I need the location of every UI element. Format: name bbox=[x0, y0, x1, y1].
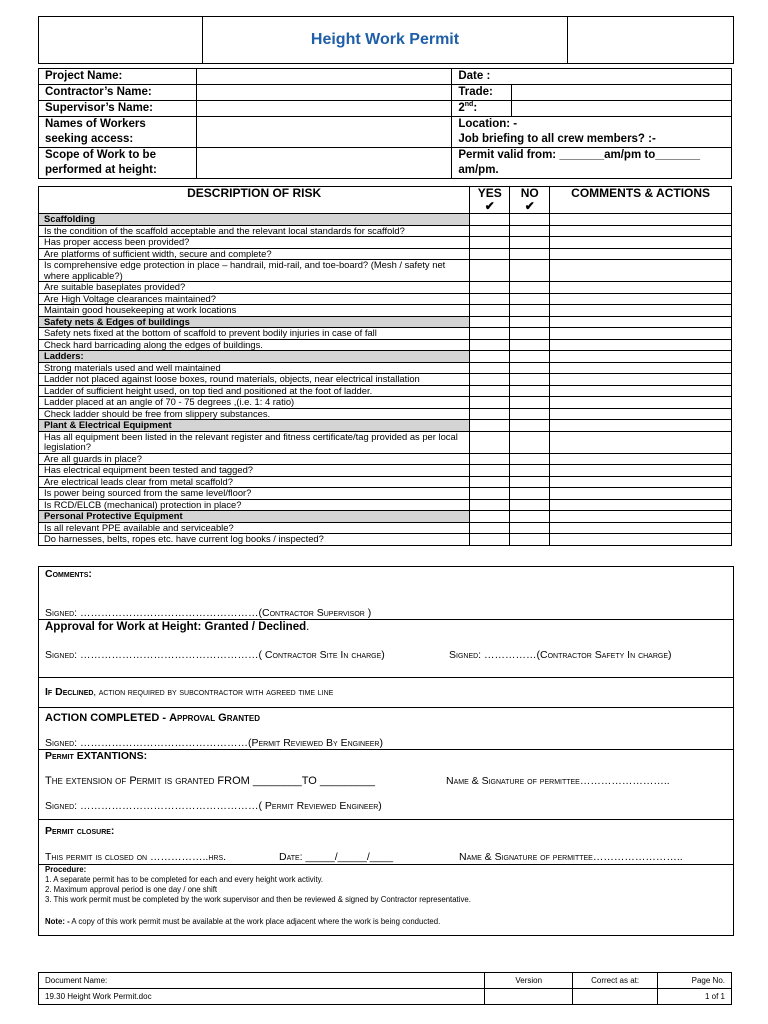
extension-text: The extension of Permit is granted FROM ________TO _________ bbox=[45, 775, 375, 787]
procedure-item: 3. This work permit must be completed by the work supervisor and then be reviewed & signed by Contractor representative. bbox=[45, 895, 471, 904]
yes-cell bbox=[470, 351, 510, 363]
no-cell[interactable] bbox=[510, 293, 550, 305]
yes-cell bbox=[470, 511, 510, 523]
comment-cell[interactable] bbox=[550, 488, 732, 500]
no-cell[interactable] bbox=[510, 282, 550, 294]
comment-cell[interactable] bbox=[550, 339, 732, 351]
yes-cell[interactable] bbox=[470, 362, 510, 374]
yes-cell[interactable] bbox=[470, 408, 510, 420]
no-cell[interactable] bbox=[510, 465, 550, 477]
comment-cell[interactable] bbox=[550, 293, 732, 305]
document-footer bbox=[38, 972, 732, 1005]
risk-row bbox=[39, 328, 732, 340]
project-name-label: Project Name: bbox=[39, 69, 197, 85]
risk-description: Is all relevant PPE available and serviceable? bbox=[39, 522, 470, 534]
note-text: Note: - A copy of this work permit must be available at the work place adjacent where the work is being conducted. bbox=[45, 917, 441, 926]
no-cell[interactable] bbox=[510, 362, 550, 374]
header-box bbox=[38, 16, 734, 64]
page-title: Height Work Permit bbox=[310, 31, 460, 48]
scope-field[interactable] bbox=[196, 148, 452, 179]
risk-section-title: Ladders: bbox=[39, 351, 470, 363]
no-cell[interactable] bbox=[510, 431, 550, 453]
risk-description: Are High Voltage clearances maintained? bbox=[39, 293, 470, 305]
risk-description: Has all equipment been listed in the relevant register and fitness certificate/tag provided as per local legislation? bbox=[39, 431, 470, 453]
risk-row bbox=[39, 534, 732, 546]
location-label: Location: - bbox=[452, 117, 732, 133]
risk-section-title: Scaffolding bbox=[39, 214, 470, 226]
comment-cell[interactable] bbox=[550, 225, 732, 237]
risk-description: Ladder not placed against loose boxes, round materials, objects, near electrical installation bbox=[39, 374, 470, 386]
yes-cell[interactable] bbox=[470, 534, 510, 546]
risk-table bbox=[38, 186, 732, 546]
comment-cell[interactable] bbox=[550, 397, 732, 409]
risk-section-row bbox=[39, 420, 732, 432]
yes-cell[interactable] bbox=[470, 488, 510, 500]
scope-label-2: performed at height: bbox=[39, 163, 197, 179]
risk-row bbox=[39, 431, 732, 453]
risk-description: Are all guards in place? bbox=[39, 453, 470, 465]
header-right-cell bbox=[567, 17, 734, 63]
comments-label: Comments: bbox=[45, 568, 92, 580]
risk-description: Is comprehensive edge protection in place – handrail, mid-rail, and toe-board? (Mesh / safety net where applicable?) bbox=[39, 260, 470, 282]
comment-cell[interactable] bbox=[550, 362, 732, 374]
procedure-item: 2. Maximum approval period is one day / one shift bbox=[45, 885, 218, 894]
risk-description: Safety nets fixed at the bottom of scaffold to prevent bodily injuries in case of fall bbox=[39, 328, 470, 340]
risk-description: Check ladder should be free from slippery substances. bbox=[39, 408, 470, 420]
approval-section bbox=[38, 566, 734, 936]
contractor-name-field[interactable] bbox=[196, 85, 452, 101]
no-cell[interactable] bbox=[510, 488, 550, 500]
names-of-workers-label-2: seeking access: bbox=[39, 132, 197, 148]
yes-cell[interactable] bbox=[470, 328, 510, 340]
version-value bbox=[485, 989, 573, 1005]
risk-section-row bbox=[39, 316, 732, 328]
yes-cell[interactable] bbox=[470, 385, 510, 397]
action-completed: ACTION COMPLETED - Approval Granted bbox=[45, 712, 261, 724]
names-of-workers-field[interactable] bbox=[196, 117, 452, 148]
check-icon: ✔ bbox=[524, 199, 535, 213]
yes-cell[interactable] bbox=[470, 225, 510, 237]
risk-description: Are platforms of sufficient width, secure and complete? bbox=[39, 248, 470, 260]
comment-cell[interactable] bbox=[550, 374, 732, 386]
yes-cell[interactable] bbox=[470, 260, 510, 282]
page-no-value: 1 of 1 bbox=[658, 989, 732, 1005]
scope-label: Scope of Work to be bbox=[39, 148, 197, 164]
second-label: 2nd: bbox=[452, 101, 512, 117]
comment-cell bbox=[550, 351, 732, 363]
comment-cell[interactable] bbox=[550, 408, 732, 420]
risk-description: Strong materials used and well maintained bbox=[39, 362, 470, 374]
procedure-item: 1. A separate permit has to be completed for each and every height work activity. bbox=[45, 875, 324, 884]
no-cell[interactable] bbox=[510, 385, 550, 397]
comment-cell[interactable] bbox=[550, 465, 732, 477]
signed-reviewed-engineer: Signed: ……………………………………………( Permit Reviewed Engineer) bbox=[45, 800, 382, 812]
yes-cell[interactable] bbox=[470, 499, 510, 511]
header-logo-cell bbox=[39, 17, 203, 63]
doc-name-value: 19.30 Height Work Permit.doc bbox=[39, 989, 485, 1005]
risk-row bbox=[39, 293, 732, 305]
risk-row bbox=[39, 465, 732, 477]
name-signature-permittee-2: Name & Signature of permittee…………………….. bbox=[459, 851, 683, 863]
risk-row bbox=[39, 339, 732, 351]
no-cell bbox=[510, 420, 550, 432]
trade-field[interactable] bbox=[512, 85, 732, 101]
comment-cell[interactable] bbox=[550, 328, 732, 340]
no-cell[interactable] bbox=[510, 499, 550, 511]
no-cell bbox=[510, 214, 550, 226]
risk-row bbox=[39, 225, 732, 237]
comments-header: COMMENTS & ACTIONS bbox=[550, 187, 732, 214]
risk-row bbox=[39, 282, 732, 294]
comment-cell bbox=[550, 214, 732, 226]
project-info-table bbox=[38, 68, 732, 179]
no-cell[interactable] bbox=[510, 225, 550, 237]
yes-cell[interactable] bbox=[470, 293, 510, 305]
signed-site-incharge: Signed: ……………………………………………( Contractor Site In charge) bbox=[45, 649, 385, 661]
risk-row bbox=[39, 237, 732, 249]
closure-date: Date: _____/_____/____ bbox=[279, 851, 394, 863]
no-cell[interactable] bbox=[510, 260, 550, 282]
risk-row bbox=[39, 260, 732, 282]
risk-description: Is RCD/ELCB (mechanical) protection in place? bbox=[39, 499, 470, 511]
risk-description: Has proper access been provided? bbox=[39, 237, 470, 249]
project-name-field[interactable] bbox=[196, 69, 452, 85]
risk-row bbox=[39, 305, 732, 317]
check-icon: ✔ bbox=[484, 199, 495, 213]
no-cell[interactable] bbox=[510, 237, 550, 249]
risk-row bbox=[39, 522, 732, 534]
no-cell[interactable] bbox=[510, 408, 550, 420]
risk-row bbox=[39, 408, 732, 420]
procedure-block bbox=[45, 865, 471, 927]
risk-description: Maintain good housekeeping at work locations bbox=[39, 305, 470, 317]
page-no-label: Page No. bbox=[658, 973, 732, 989]
permit-closure-label: Permit closure: bbox=[45, 825, 115, 837]
risk-section-row bbox=[39, 511, 732, 523]
risk-table-header bbox=[39, 187, 732, 214]
risk-section-row bbox=[39, 351, 732, 363]
comment-cell[interactable] bbox=[550, 453, 732, 465]
yes-cell[interactable] bbox=[470, 248, 510, 260]
yes-cell[interactable] bbox=[470, 397, 510, 409]
yes-cell[interactable] bbox=[470, 465, 510, 477]
no-cell[interactable] bbox=[510, 374, 550, 386]
no-cell[interactable] bbox=[510, 522, 550, 534]
comment-cell[interactable] bbox=[550, 248, 732, 260]
risk-description: Is the condition of the scaffold acceptable and the relevant local standards for scaffold? bbox=[39, 225, 470, 237]
names-of-workers-label: Names of Workers bbox=[39, 117, 197, 133]
risk-description: Has electrical equipment been tested and tagged? bbox=[39, 465, 470, 477]
risk-row bbox=[39, 476, 732, 488]
second-field[interactable] bbox=[512, 101, 732, 117]
supervisor-name-field[interactable] bbox=[196, 101, 452, 117]
approval-status: Approval for Work at Height: Granted / Declined. bbox=[45, 621, 310, 633]
comment-cell bbox=[550, 420, 732, 432]
no-cell[interactable] bbox=[510, 339, 550, 351]
no-cell bbox=[510, 511, 550, 523]
no-cell[interactable] bbox=[510, 453, 550, 465]
no-cell bbox=[510, 351, 550, 363]
no-cell[interactable] bbox=[510, 534, 550, 546]
comment-cell[interactable] bbox=[550, 499, 732, 511]
yes-cell[interactable] bbox=[470, 237, 510, 249]
no-cell[interactable] bbox=[510, 476, 550, 488]
supervisor-name-label: Supervisor’s Name: bbox=[39, 101, 197, 117]
version-label: Version bbox=[485, 973, 573, 989]
if-declined-line: If Declined, action required by subcontractor with agreed time line bbox=[45, 686, 334, 698]
risk-section-title: Personal Protective Equipment bbox=[39, 511, 470, 523]
no-cell[interactable] bbox=[510, 305, 550, 317]
risk-row bbox=[39, 488, 732, 500]
risk-row bbox=[39, 362, 732, 374]
risk-row bbox=[39, 453, 732, 465]
no-cell[interactable] bbox=[510, 328, 550, 340]
signed-safety-incharge: Signed: ……………(Contractor Safety In charge) bbox=[449, 649, 672, 661]
job-briefing-label: Job briefing to all crew members? :- bbox=[452, 132, 732, 148]
no-cell[interactable] bbox=[510, 248, 550, 260]
comment-cell[interactable] bbox=[550, 431, 732, 453]
yes-cell[interactable] bbox=[470, 282, 510, 294]
comment-cell[interactable] bbox=[550, 522, 732, 534]
permit-extantions-label: Permit EXTANTIONS: bbox=[45, 750, 148, 762]
correct-as-at-value bbox=[573, 989, 658, 1005]
risk-row bbox=[39, 374, 732, 386]
description-header: DESCRIPTION OF RISK bbox=[39, 187, 470, 214]
yes-cell[interactable] bbox=[470, 522, 510, 534]
closed-on-text: This permit is closed on ……………..hrs. bbox=[45, 851, 227, 863]
yes-cell[interactable] bbox=[470, 339, 510, 351]
permit-valid-label: Permit valid from: _______am/pm to_______ am/pm. bbox=[452, 148, 732, 179]
risk-description: Are electrical leads clear from metal scaffold? bbox=[39, 476, 470, 488]
comment-cell[interactable] bbox=[550, 476, 732, 488]
yes-cell bbox=[470, 316, 510, 328]
yes-cell[interactable] bbox=[470, 476, 510, 488]
comment-cell[interactable] bbox=[550, 534, 732, 546]
risk-section-row bbox=[39, 214, 732, 226]
comment-cell[interactable] bbox=[550, 237, 732, 249]
signed-contractor-supervisor: Signed: ……………………………………………(Contractor Supervisor ) bbox=[45, 607, 372, 619]
no-cell bbox=[510, 316, 550, 328]
risk-description: Are suitable baseplates provided? bbox=[39, 282, 470, 294]
risk-section-title: Safety nets & Edges of buildings bbox=[39, 316, 470, 328]
risk-description: Check hard barricading along the edges of buildings. bbox=[39, 339, 470, 351]
comment-cell[interactable] bbox=[550, 305, 732, 317]
yes-cell bbox=[470, 420, 510, 432]
risk-section-title: Plant & Electrical Equipment bbox=[39, 420, 470, 432]
name-signature-permittee: Name & Signature of permittee…………………….. bbox=[446, 775, 670, 787]
date-label: Date : bbox=[452, 69, 732, 85]
risk-description: Ladder placed at an angle of 70 - 75 degrees ,(i.e. 1: 4 ratio) bbox=[39, 397, 470, 409]
no-header: NO ✔ bbox=[510, 187, 550, 214]
comment-cell[interactable] bbox=[550, 385, 732, 397]
yes-cell bbox=[470, 214, 510, 226]
risk-row bbox=[39, 397, 732, 409]
doc-name-label: Document Name: bbox=[39, 973, 485, 989]
risk-row bbox=[39, 499, 732, 511]
comment-cell bbox=[550, 316, 732, 328]
comment-cell bbox=[550, 511, 732, 523]
risk-row bbox=[39, 248, 732, 260]
signed-permit-reviewed: Signed: …………………………………………(Permit Reviewed By Engineer) bbox=[45, 737, 383, 749]
procedure-label: Procedure: bbox=[45, 865, 87, 874]
no-cell[interactable] bbox=[510, 397, 550, 409]
correct-as-at-label: Correct as at: bbox=[573, 973, 658, 989]
comment-cell[interactable] bbox=[550, 260, 732, 282]
trade-label: Trade: bbox=[452, 85, 512, 101]
yes-cell[interactable] bbox=[470, 305, 510, 317]
yes-header: YES ✔ bbox=[470, 187, 510, 214]
risk-description: Ladder of sufficient height used, on top tied and positioned at the foot of ladder. bbox=[39, 385, 470, 397]
risk-row bbox=[39, 385, 732, 397]
comment-cell[interactable] bbox=[550, 282, 732, 294]
risk-description: Do harnesses, belts, ropes etc. have current log books / inspected? bbox=[39, 534, 470, 546]
contractor-name-label: Contractor’s Name: bbox=[39, 85, 197, 101]
yes-cell[interactable] bbox=[470, 374, 510, 386]
yes-cell[interactable] bbox=[470, 431, 510, 453]
yes-cell[interactable] bbox=[470, 453, 510, 465]
risk-description: Is power being sourced from the same level/floor? bbox=[39, 488, 470, 500]
